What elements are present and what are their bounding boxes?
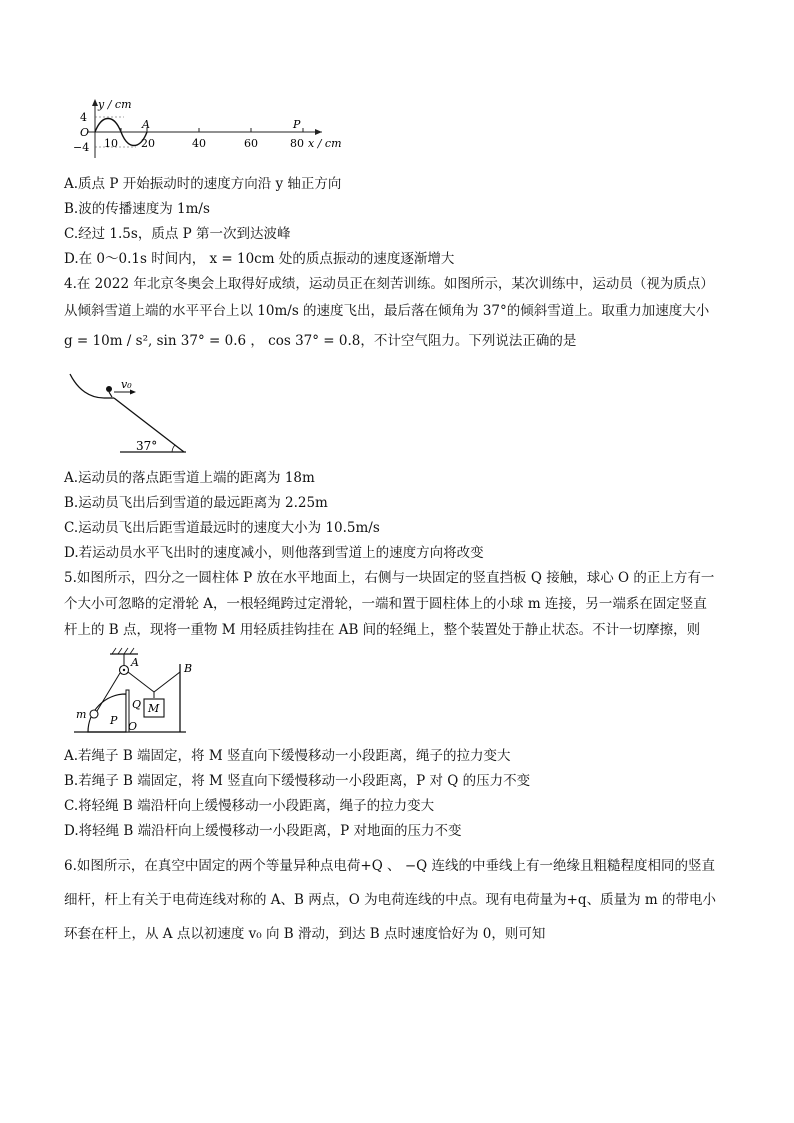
y-axis-label: y / cm <box>98 98 132 111</box>
x-tick-80: 80 <box>290 137 304 150</box>
q4-stem-line-2: 从倾斜雪道上端的水平平台上以 10m/s 的速度飞出，最后落在倾角为 37°的倾斜雪道上。取重力加速度大小 <box>64 303 710 319</box>
y-tick-neg4: −4 <box>73 141 90 154</box>
ski-slope-figure <box>64 370 194 458</box>
x-axis-label: x / cm <box>308 137 342 150</box>
q4-option-c: C.运动员飞出后距雪道最远时的速度大小为 10.5m/s <box>64 520 380 536</box>
rope-m-to-A <box>97 673 120 711</box>
q4-stem-line-1: 4.在 2022 年北京冬奥会上取得好成绩，运动员正在刻苦训练。如图所示，某次训练中，运动员（视为质点） <box>64 276 714 292</box>
y-tick-origin: O <box>80 126 90 139</box>
x-tick-10: 10 <box>104 137 118 150</box>
ball-m <box>90 710 98 718</box>
q5-option-d: D.将轻绳 B 端沿杆向上缓慢移动一小段距离，P 对地面的压力不变 <box>64 823 462 839</box>
x-tick-60: 60 <box>244 137 258 150</box>
label-O: O <box>128 720 138 733</box>
q5-option-b: B.若绳子 B 端固定，将 M 竖直向下缓慢移动一小段距离，P 对 Q 的压力不变 <box>64 773 531 789</box>
pulley-figure <box>64 644 199 739</box>
q3-option-a: A.质点 P 开始振动时的速度方向沿 y 轴正方向 <box>64 176 342 192</box>
q3-option-d: D.在 0～0.1s 时间内， x = 10cm 处的质点振动的速度逐渐增大 <box>64 251 455 267</box>
q6-stem-line-2: 细杆，杆上有关于电荷连线对称的 A、B 两点，O 为电荷连线的中点。现有电荷量为+q、质量为 m 的带电小 <box>64 892 716 908</box>
v0-label: v₀ <box>121 378 132 391</box>
q4-option-b: B.运动员飞出后到雪道的最远距离为 2.25m <box>64 495 328 511</box>
rope-hook-to-B <box>154 672 180 692</box>
skier-icon <box>106 386 112 392</box>
q6-stem-line-1: 6.如图所示，在真空中固定的两个等量异种点电荷+Q 、 −Q 连线的中垂线上有一绝缘且粗糙程度相同的竖直 <box>64 858 716 874</box>
x-tick-40: 40 <box>192 137 206 150</box>
q5-stem-line-2: 个大小可忽略的定滑轮 A，一根轻绳跨过定滑轮，一端和置于圆柱体上的小球 m 连接，另一端系在固定竖直 <box>64 596 707 612</box>
label-B: B <box>184 662 193 675</box>
upper-slope-curve <box>70 374 104 398</box>
x-axis-arrow <box>315 129 322 135</box>
angle-label: 37° <box>136 439 158 453</box>
q5-stem-line-1: 5.如图所示，四分之一圆柱体 P 放在水平地面上，右侧与一块固定的竖直挡板 Q 接触，球心 O 的正上方有一 <box>64 570 715 586</box>
label-P: P <box>110 714 118 727</box>
label-m: m <box>76 708 87 721</box>
x-tick-20: 20 <box>141 137 155 150</box>
q6-stem-line-3: 环套在杆上，从 A 点以初速度 v₀ 向 B 滑动，到达 B 点时速度恰好为 0，则可知 <box>64 926 546 942</box>
q4-stem-line-3: g = 10m / s², sin 37° = 0.6 ， cos 37° = 0.8，不计空气阻力。下列说法正确的是 <box>64 333 577 349</box>
point-P-label: P <box>293 118 301 131</box>
wave-figure <box>64 96 354 164</box>
q5-option-c: C.将轻绳 B 端沿杆向上缓慢移动一小段距离，绳子的拉力变大 <box>64 798 435 814</box>
q3-option-c: C.经过 1.5s，质点 P 第一次到达波峰 <box>64 226 291 242</box>
point-A-label: A <box>142 118 150 131</box>
label-A: A <box>131 656 139 669</box>
q3-option-b: B.波的传播速度为 1m/s <box>64 201 210 217</box>
q5-stem-line-3: 杆上的 B 点，现将一重物 M 用轻质挂钩挂在 AB 间的轻绳上，整个装置处于静止状态。不计一切摩擦，则 <box>64 622 701 638</box>
label-Q: Q <box>132 698 142 711</box>
q4-option-a: A.运动员的落点距雪道上端的距离为 18m <box>64 470 315 486</box>
label-M: M <box>148 702 160 715</box>
q4-option-d: D.若运动员水平飞出时的速度减小，则他落到雪道上的速度方向将改变 <box>64 545 484 561</box>
y-tick-4: 4 <box>80 111 87 124</box>
rope-A-to-hook <box>128 672 154 692</box>
q5-option-a: A.若绳子 B 端固定，将 M 竖直向下缓慢移动一小段距离，绳子的拉力变大 <box>64 748 511 764</box>
